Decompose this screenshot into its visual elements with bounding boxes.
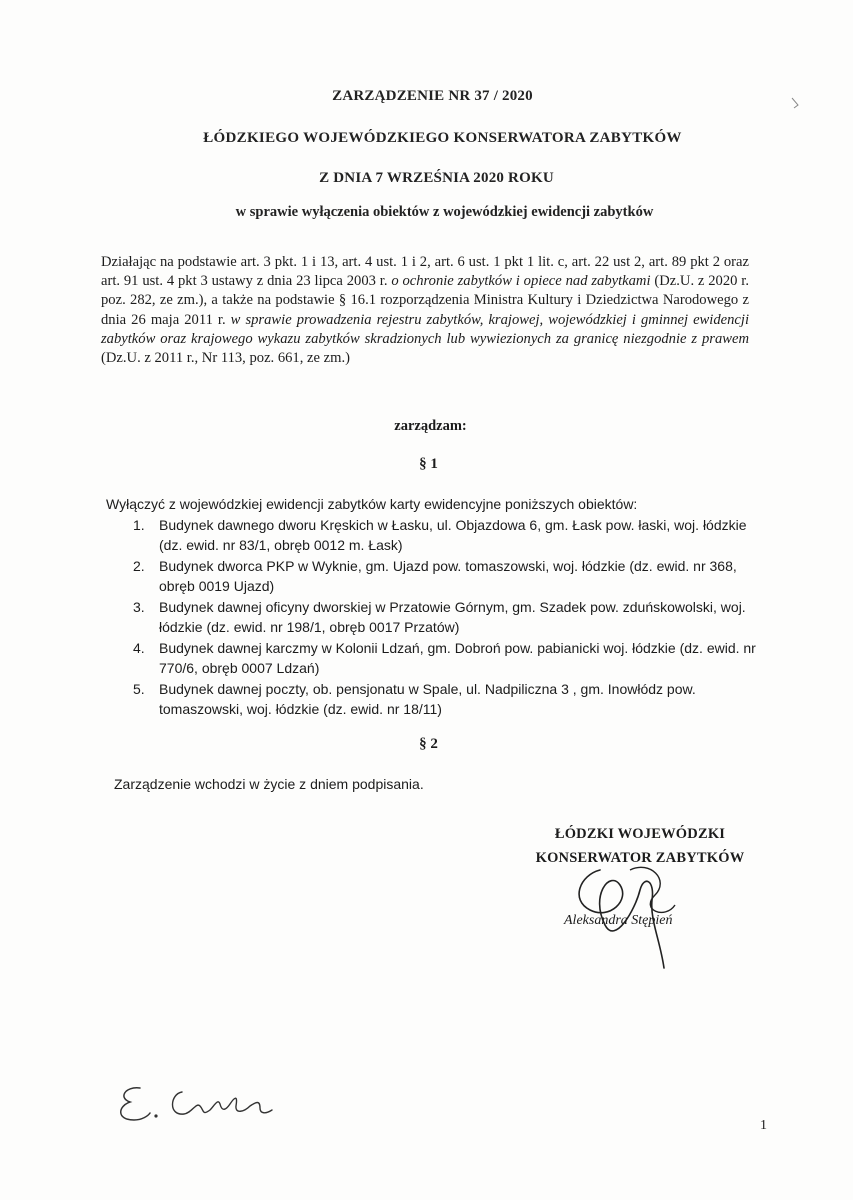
decree-date: Z DNIA 7 WRZEŚNIA 2020 ROKU [319, 170, 554, 186]
list-item-number: 4. [133, 640, 145, 656]
list-item-number: 1. [133, 517, 145, 533]
legal-basis-text-2: (Dz.U. z 2020 r. poz. 282, ze zm.), a także na podstawie § 16.1 rozporządzenia Ministra Kultury i Dziedzictwa Narodowego z dnia 26 maja 2011 r. [101, 273, 749, 328]
regulation-title: w sprawie prowadzenia rejestru zabytków, krajowej, wojewódzkiej i gminnej ewidencji zabytków oraz krajowego wykazu zabytków skradzionych lub wywiezionych za granicę niezgodnie z prawem [101, 311, 749, 347]
list-item-text: Budynek dawnej oficyny dworskiej w Przatowie Górnym, gm. Szadek pow. zduńskowolski, woj. łódzkie (dz. ewid. nr 198/1, obręb 0017 Przatów) [159, 599, 746, 635]
list-item-number: 5. [133, 681, 145, 697]
list-item-text: Budynek dworca PKP w Wyknie, gm. Ujazd pow. tomaszowski, woj. łódzkie (dz. ewid. nr 368, obręb 0019 Ujazd) [159, 558, 737, 594]
list-item [133, 680, 773, 719]
decree-subject: w sprawie wyłączenia obiektów z wojewódzkiej ewidencji zabytków [235, 204, 654, 220]
list-item-number: 3. [133, 599, 145, 615]
list-item [133, 557, 773, 596]
legal-basis-text-1: Działając na podstawie art. 3 pkt. 1 i 13, art. 4 ust. 1 i 2, art. 6 ust. 1 pkt 1 lit. c, art. 22 ust 2, art. 89 pkt 2 oraz art. 91 ust. 4 pkt 3 ustawy z dnia 23 lipca 2003 r. [101, 254, 749, 290]
act-title: o ochronie zabytków i opiece nad zabytkami [391, 273, 651, 290]
legal-basis-paragraph [101, 253, 749, 368]
page-number: 1 [760, 1118, 767, 1133]
list-item [133, 516, 773, 555]
issuer-title: ŁÓDZKIEGO WOJEWÓDZKIEGO KONSERWATORA ZABYTKÓW [203, 130, 682, 146]
corner-mark-icon [790, 96, 802, 110]
list-item [133, 598, 773, 637]
list-item-number: 2. [133, 558, 145, 574]
decree-number: ZARZĄDZENIE NR 37 / 2020 [332, 88, 533, 104]
signatory-title-line-2: KONSERWATOR ZABYTKÓW [535, 850, 745, 866]
list-item-text: Budynek dawnej karczmy w Kolonii Ldzań, gm. Dobroń pow. pabianicki woj. łódzkie (dz. ewid. nr 770/6, obręb 0007 Ldzań) [159, 640, 756, 676]
decree-word: zarządzam: [394, 418, 467, 434]
objects-list [133, 516, 773, 721]
signatory-title-line-1: ŁÓDZKI WOJEWÓDZKI [554, 826, 726, 842]
section-1-label: § 1 [419, 456, 438, 472]
list-item [133, 639, 773, 678]
signatory-name: Aleksandra Stępień [564, 913, 673, 928]
list-item-text: Budynek dawnej poczty, ob. pensjonatu w Spale, ul. Nadpiliczna 3 , gm. Inowłódz pow. tomaszowski, woj. łódzkie (dz. ewid. nr 18/11) [159, 681, 696, 717]
list-item-text: Budynek dawnego dworu Kręskich w Łasku, ul. Objazdowa 6, gm. Łask pow. łaski, woj. łódzkie (dz. ewid. nr 83/1, obręb 0012 m. Łask) [159, 517, 747, 553]
section-2-text: Zarządzenie wchodzi w życie z dniem podpisania. [114, 776, 424, 792]
legal-basis-text-3: (Dz.U. z 2011 r., Nr 113, poz. 661, ze zm.) [101, 350, 350, 367]
initials-signature-icon [110, 1080, 280, 1130]
section-2-label: § 2 [419, 736, 438, 752]
section-1-intro: Wyłączyć z wojewódzkiej ewidencji zabytków karty ewidencyjne poniższych obiektów: [106, 496, 638, 512]
